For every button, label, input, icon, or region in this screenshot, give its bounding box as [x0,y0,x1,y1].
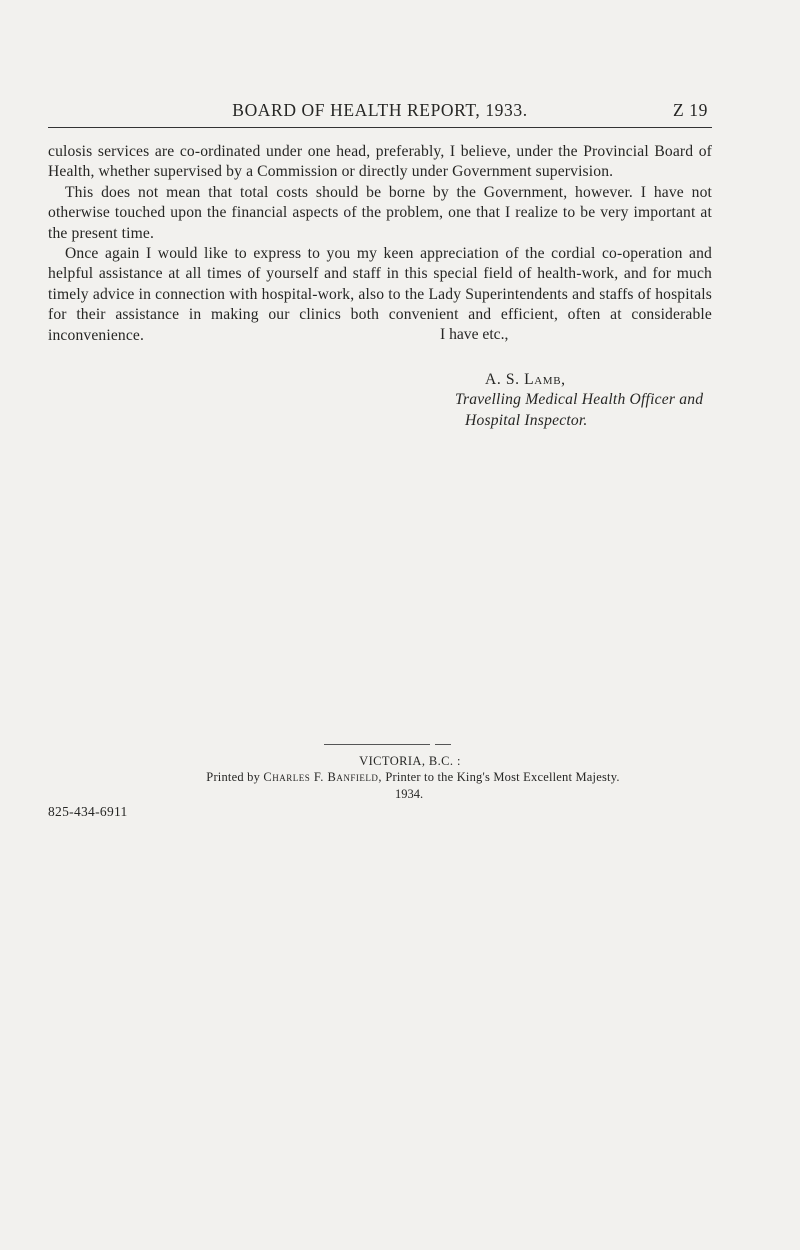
paragraph-costs: This does not mean that total costs should be borne by the Government, however. I have not otherwise touched upon the financial aspects of the problem, one that I realize to be very important at the present time. [48,183,712,242]
signature-title-line-2: Hospital Inspector. [465,412,588,429]
signature-surname: Lamb, [524,371,566,388]
printed-by-suffix: Printer to the King's Most Excellent Majesty. [385,770,620,784]
running-head [48,100,712,126]
printer-name: Charles F. Banfield, [263,770,382,784]
imprint-place: VICTORIA, B.C. : [359,754,461,768]
body-text [48,142,712,346]
imprint-rule-dash [435,744,451,745]
signature-title-line-1: Travelling Medical Health Officer and [455,391,704,408]
page-number: Z 19 [673,100,708,120]
signature-name [485,371,566,389]
paragraph-continuation: culosis services are co-ordinated under one head, preferably, I believe, under the Provincial Board of Health, whether supervised by a Commission or directly under Government supervision. [48,143,712,181]
header-rule [48,127,712,128]
printed-by-prefix: Printed by [206,770,261,784]
paragraph-appreciation: Once again I would like to express to you my keen appreciation of the cordial co-operation and helpful assistance at all times of yourself and staff in this special field of health-work, and for much timely advice in connection with hospital-work, also to the Lady Superintendents and staffs of hospitals for their assistance in making our clinics both convenient and efficient, often at considerable inconvenience. [48,245,712,344]
imprint-year: 1934. [394,787,424,801]
imprint-rule [324,744,430,745]
closing-salutation: I have etc., [440,326,509,343]
imprint-printer [0,770,800,785]
signature-initials: A. S. [485,371,520,388]
report-title: BOARD OF HEALTH REPORT, 1933. [232,100,528,120]
print-code: 825-434-6911 [48,804,128,819]
